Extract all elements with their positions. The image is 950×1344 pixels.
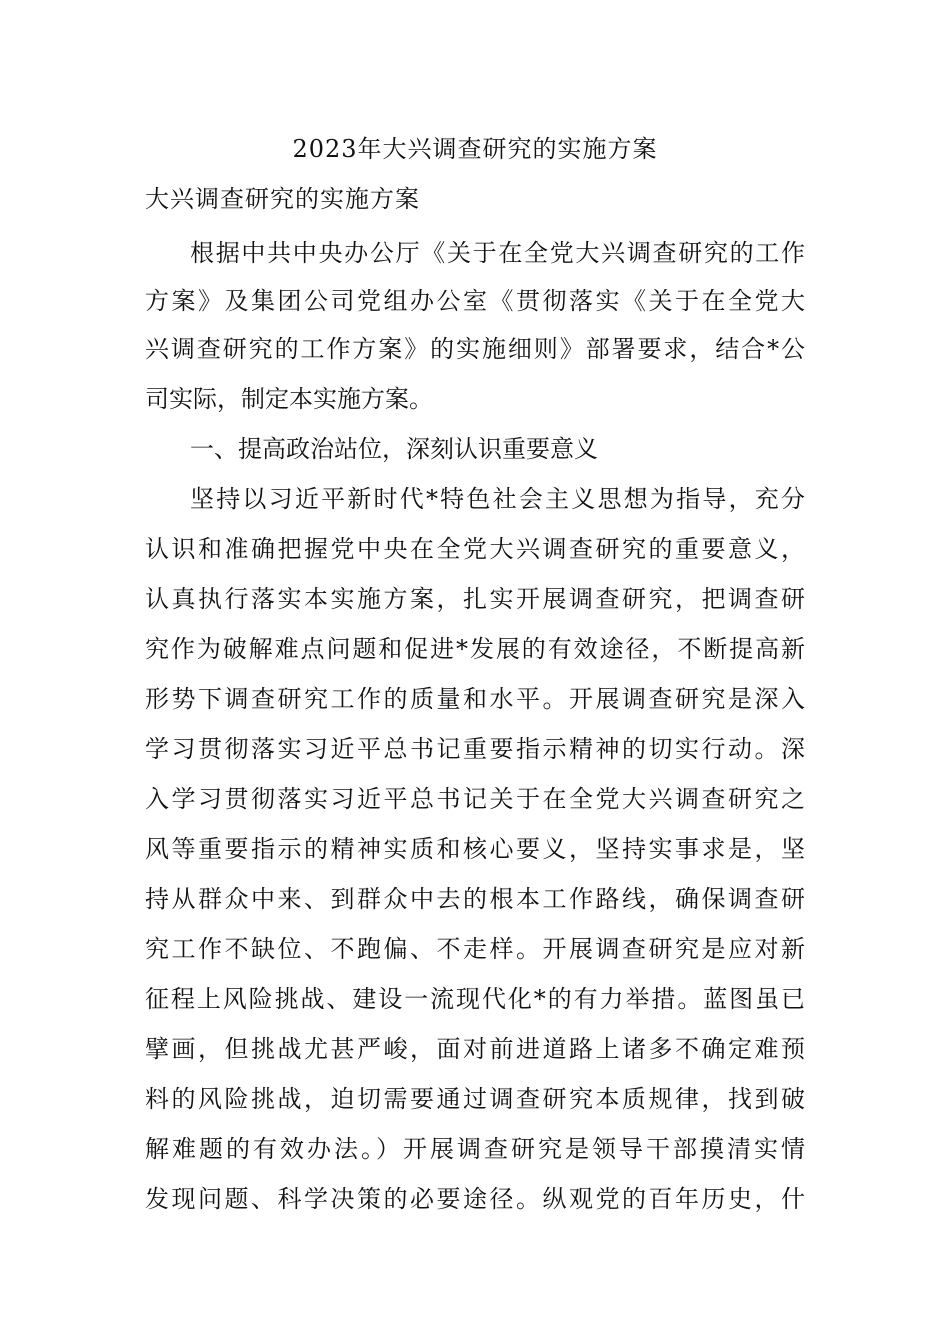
paragraph-line: 入学习贯彻落实习近平总书记关于在全党大兴调查研究之 bbox=[145, 785, 805, 813]
paragraph-line: 形势下调查研究工作的质量和水平。开展调查研究是深入 bbox=[145, 685, 805, 713]
paragraph-line: 发现问题、科学决策的必要途径。纵观党的百年历史，什 bbox=[145, 1185, 805, 1213]
paragraph-line: 坚持以习近平新时代*特色社会主义思想为指导，充分 bbox=[190, 485, 805, 513]
paragraph-line: 解难题的有效办法。）开展调查研究是领导干部摸清实情 bbox=[145, 1135, 805, 1163]
paragraph-line: 方案》及集团公司党组办公室《贯彻落实《关于在全党大 bbox=[145, 287, 805, 315]
paragraph-line: 究作为破解难点问题和促进*发展的有效途径，不断提高新 bbox=[145, 635, 805, 663]
paragraph-line: 兴调查研究的工作方案》的实施细则》部署要求，结合*公 bbox=[145, 335, 805, 363]
paragraph-line: 料的风险挑战，迫切需要通过调查研究本质规律，找到破 bbox=[145, 1085, 805, 1113]
paragraph-line: 学习贯彻落实习近平总书记重要指示精神的切实行动。深 bbox=[145, 735, 805, 763]
document-title: 2023年大兴调查研究的实施方案 bbox=[292, 135, 658, 163]
document-subtitle: 大兴调查研究的实施方案 bbox=[145, 185, 420, 213]
paragraph-line: 认识和准确把握党中央在全党大兴调查研究的重要意义， bbox=[145, 535, 805, 563]
paragraph-line: 擘画，但挑战尤甚严峻，面对前进道路上诸多不确定难预 bbox=[145, 1035, 805, 1063]
paragraph-line: 究工作不缺位、不跑偏、不走样。开展调查研究是应对新 bbox=[145, 935, 805, 963]
paragraph-line: 认真执行落实本实施方案，扎实开展调查研究，把调查研 bbox=[145, 585, 805, 613]
paragraph-line: 司实际，制定本实施方案。 bbox=[145, 385, 433, 413]
paragraph-line: 根据中共中央办公厅《关于在全党大兴调查研究的工作 bbox=[190, 239, 805, 267]
paragraph-line: 风等重要指示的精神实质和核心要义，坚持实事求是，坚 bbox=[145, 835, 805, 863]
section-heading: 一、提高政治站位，深刻认识重要意义 bbox=[190, 435, 598, 463]
paragraph-line: 征程上风险挑战、建设一流现代化*的有力举措。蓝图虽已 bbox=[145, 985, 805, 1013]
paragraph-line: 持从群众中来、到群众中去的根本工作路线，确保调查研 bbox=[145, 885, 805, 913]
